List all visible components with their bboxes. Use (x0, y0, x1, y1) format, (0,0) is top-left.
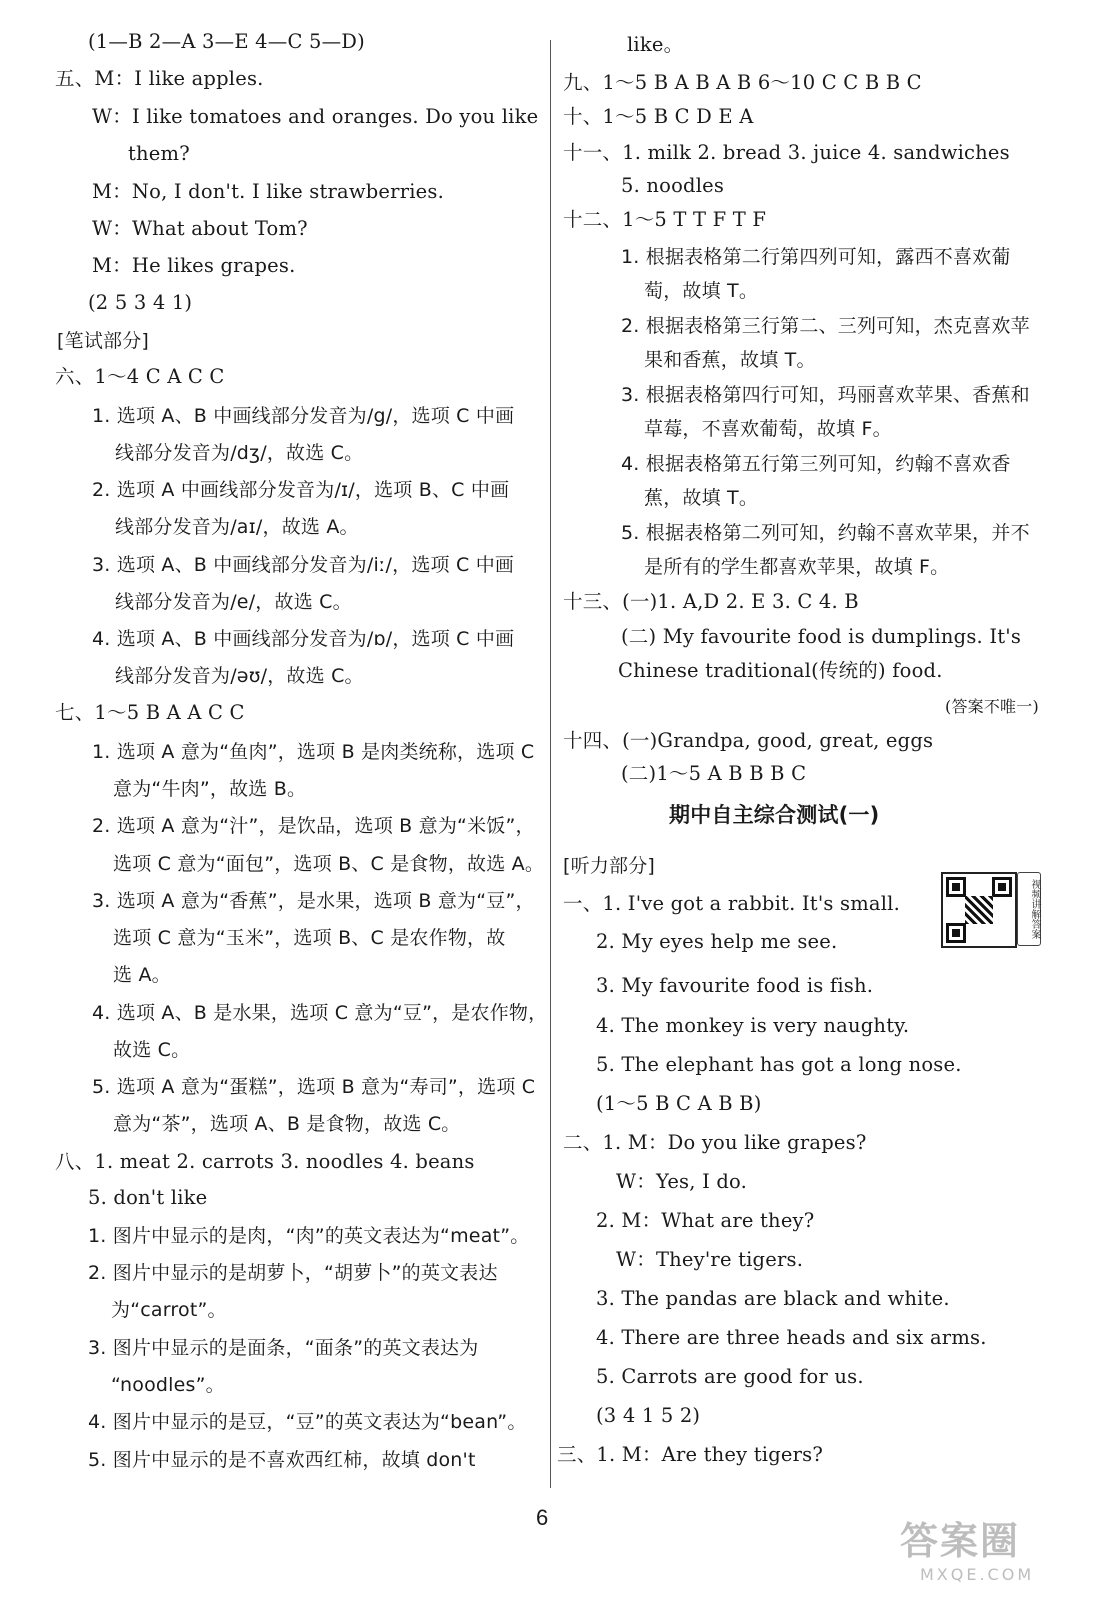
text-line: 3. 选项 A、B 中画线部分发音为/iː/，选项 C 中画 (92, 554, 515, 576)
text-line: 4. 选项 A、B 中画线部分发音为/ɒ/，选项 C 中画 (92, 628, 515, 650)
text-line: 草莓，不喜欢葡萄，故填 F。 (644, 418, 892, 440)
text-line: 十三、(一)1. A,D 2. E 3. C 4. B (563, 590, 859, 613)
section-title: 期中自主综合测试(一) (669, 803, 880, 827)
text-line: 5. Carrots are good for us. (596, 1365, 864, 1388)
text-line: M：No, I don't. I like strawberries. (92, 180, 445, 203)
text-line: 选 A。 (113, 964, 171, 986)
text-line: 1. 选项 A、B 中画线部分发音为/g/，选项 C 中画 (92, 405, 515, 427)
text-line: (1—B 2—A 3—E 4—C 5—D) (88, 30, 365, 53)
text-line: W：I like tomatoes and oranges. Do you like (92, 105, 539, 128)
text-line: 4. 根据表格第五行第三列可知，约翰不喜欢香 (621, 453, 1011, 475)
text-line: 5. 图片中显示的是不喜欢西红柿，故填 don't (88, 1449, 476, 1471)
text-line: 二、1. M：Do you like grapes? (563, 1131, 867, 1154)
text-line: Chinese traditional(传统的) food. (618, 659, 943, 682)
text-line: 八、1. meat 2. carrots 3. noodles 4. beans (55, 1150, 475, 1173)
text-line: 4. There are three heads and six arms. (596, 1326, 987, 1349)
text-line: 4. The monkey is very naughty. (596, 1014, 910, 1037)
text-line: 果和香蕉，故填 T。 (644, 349, 816, 371)
text-line: 是所有的学生都喜欢苹果，故填 F。 (644, 556, 950, 578)
text-line: 1. 选项 A 意为“鱼肉”，选项 B 是肉类统称，选项 C (92, 741, 535, 763)
text-line: 萄，故填 T。 (644, 280, 759, 302)
text-line: 2. M：What are they? (596, 1209, 815, 1232)
text-line: 为“carrot”。 (111, 1299, 227, 1321)
text-line: (2 5 3 4 1) (88, 291, 193, 314)
text-line: (二) My favourite food is dumplings. It's (621, 625, 1022, 648)
watermark (900, 1510, 1034, 1584)
text-line: 2. 根据表格第三行第二、三列可知，杰克喜欢苹 (621, 315, 1030, 337)
text-line: W：What about Tom? (92, 217, 308, 240)
text-line: 2. 选项 A 意为“汁”，是饮品，选项 B 意为“米饭”， (92, 815, 535, 837)
text-line: 3. My favourite food is fish. (596, 974, 874, 997)
text-line: 故选 C。 (113, 1039, 191, 1061)
text-line: 2. My eyes help me see. (596, 930, 838, 953)
text-line: 一、1. I've got a rabbit. It's small. (563, 892, 900, 915)
text-line: 意为“牛肉”，故选 B。 (113, 778, 307, 800)
watermark-text: 答案圈 (900, 1519, 1021, 1563)
text-line: (3 4 1 5 2) (596, 1404, 701, 1427)
text-line: 六、1～4 C A C C (55, 365, 225, 388)
text-line: 线部分发音为/dʒ/，故选 C。 (115, 442, 364, 464)
text-line: 1. 根据表格第二行第四列可知，露西不喜欢葡 (621, 246, 1011, 268)
text-line: [笔试部分] (57, 330, 150, 352)
text-line: 5. The elephant has got a long nose. (596, 1053, 962, 1076)
text-line: 十二、1～5 T T F T F (563, 208, 767, 231)
text-line: 3. The pandas are black and white. (596, 1287, 950, 1310)
text-line: 3. 根据表格第四行可知，玛丽喜欢苹果、香蕉和 (621, 384, 1030, 406)
text-line: 线部分发音为/e/，故选 C。 (115, 591, 352, 613)
text-line: 选项 C 意为“玉米”，选项 B、C 是农作物，故 (113, 927, 506, 949)
qr-code-label: 视频讲解答案 (1017, 872, 1041, 946)
text-line: them? (128, 142, 190, 165)
text-line: (二)1～5 A B B B C (621, 762, 807, 785)
text-line: 线部分发音为/əʊ/，故选 C。 (115, 665, 364, 687)
text-line: 5. 选项 A 意为“蛋糕”，选项 B 意为“寿司”，选项 C (92, 1076, 536, 1098)
qr-code-icon[interactable] (941, 872, 1017, 948)
text-line: 5. don't like (88, 1186, 208, 1209)
text-line: 2. 选项 A 中画线部分发音为/ɪ/，选项 B、C 中画 (92, 479, 510, 501)
text-line: (1～5 B C A B B) (596, 1092, 762, 1115)
text-line: 3. 选项 A 意为“香蕉”，是水果，选项 B 意为“豆”， (92, 890, 535, 912)
text-line: like。 (627, 33, 684, 56)
text-line: 3. 图片中显示的是面条，“面条”的英文表达为 (88, 1337, 479, 1359)
text-line: 1. 图片中显示的是肉，“肉”的英文表达为“meat”。 (88, 1225, 530, 1247)
text-line: 选项 C 意为“面包”，选项 B、C 是食物，故选 A。 (113, 853, 545, 875)
text-line: 线部分发音为/aɪ/，故选 A。 (115, 516, 359, 538)
text-line: 2. 图片中显示的是胡萝卜，“胡萝卜”的英文表达 (88, 1262, 498, 1284)
text-line: 4. 图片中显示的是豆，“豆”的英文表达为“bean”。 (88, 1411, 527, 1433)
text-line: W：They're tigers. (616, 1248, 804, 1271)
text-line: 4. 选项 A、B 是水果，选项 C 意为“豆”，是农作物， (92, 1002, 548, 1024)
text-line: 三、1. M：Are they tigers? (557, 1443, 824, 1466)
text-line: 蕉，故填 T。 (644, 487, 759, 509)
text-line: M：He likes grapes. (92, 254, 296, 277)
text-line: 九、1～5 B A B A B 6～10 C C B B C (563, 71, 922, 94)
text-line: 五、M：I like apples. (55, 67, 264, 90)
text-line: 十四、(一)Grandpa, good, great, eggs (563, 729, 934, 752)
text-line: 5. noodles (621, 174, 725, 197)
text-line: 意为“茶”，选项 A、B 是食物，故选 C。 (113, 1113, 461, 1135)
text-line: W：Yes, I do. (616, 1170, 748, 1193)
page-number: 6 (536, 1505, 549, 1530)
text-line: “noodles”。 (111, 1374, 225, 1396)
text-line: 十、1～5 B C D E A (563, 105, 754, 128)
watermark-url: MXQE.COM (920, 1565, 1035, 1584)
text-line: 七、1～5 B A A C C (55, 701, 245, 724)
text-line: (答案不唯一) (945, 697, 1039, 716)
text-line: 十一、1. milk 2. bread 3. juice 4. sandwiches (563, 141, 1010, 164)
text-line: 5. 根据表格第二列可知，约翰不喜欢苹果，并不 (621, 522, 1030, 544)
column-divider (550, 40, 551, 1488)
text-line: [听力部分] (563, 855, 656, 877)
